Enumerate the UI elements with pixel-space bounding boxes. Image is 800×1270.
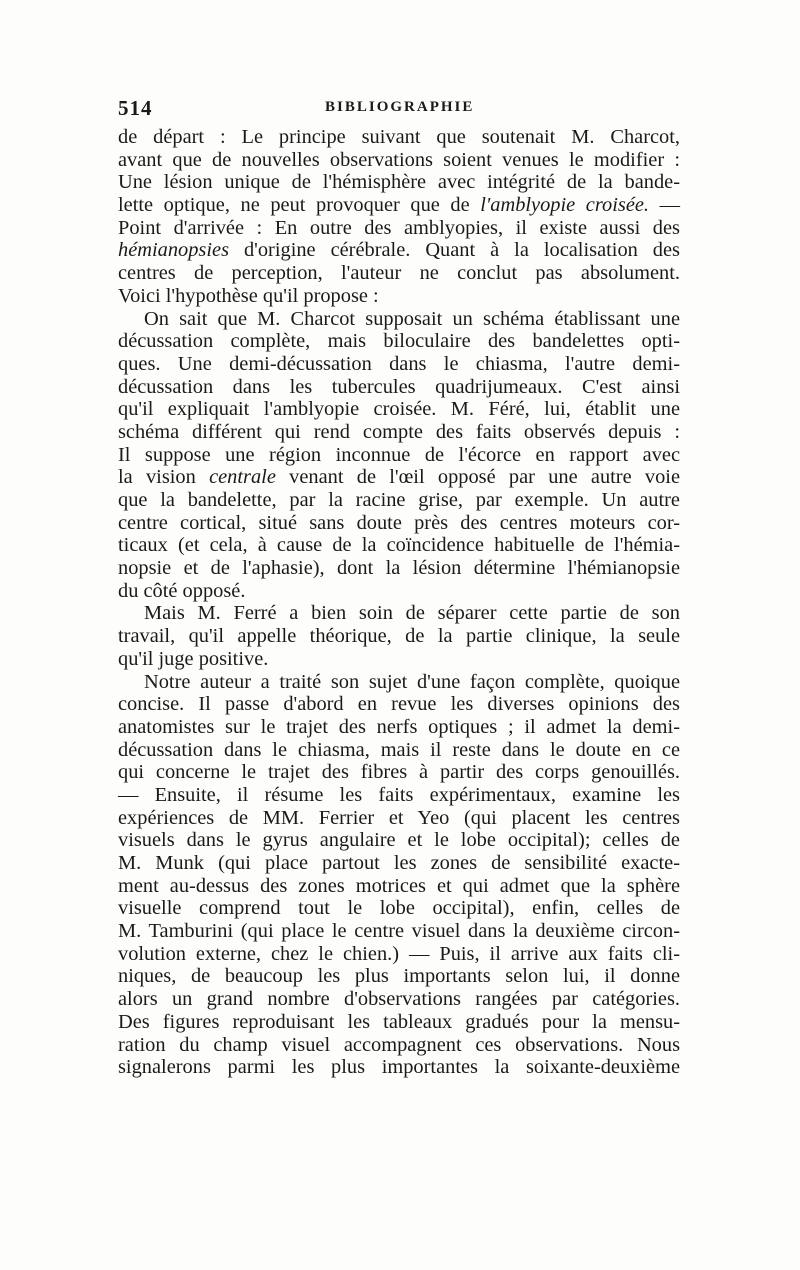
- text-line: niques, de beaucoup les plus importants selon lui, il donne: [118, 965, 680, 988]
- page-number: 514: [118, 96, 153, 120]
- running-head-title: BIBLIOGRAPHIE: [325, 99, 475, 115]
- text-line: [118, 466, 680, 489]
- text-line: — Ensuite, il résume les faits expérimentaux, examine les: [118, 783, 680, 806]
- italic-segment: hémianopsies: [118, 239, 230, 262]
- text-line: ques. Une demi-décussation dans le chiasma, l'autre demi-: [118, 352, 680, 375]
- text-line: expériences de MM. Ferrier et Yeo (qui placent les centres: [118, 806, 680, 829]
- text-line: [118, 239, 680, 262]
- text-line: Une lésion unique de l'hémisphère avec intégrité de la bande-: [118, 171, 680, 194]
- text-line: Des figures reproduisant les tableaux gradués pour la mensu-: [118, 1010, 680, 1033]
- text-line: centres de perception, l'auteur ne conclut pas absolument.: [118, 262, 680, 285]
- text-line: décussation dans les tubercules quadrijumeaux. C'est ainsi: [118, 375, 680, 398]
- text-line: de départ : Le principe suivant que soutenait M. Charcot,: [118, 126, 680, 148]
- text-segment: venant de l'œil opposé par une autre voie: [275, 466, 681, 489]
- text-segment: la vision: [118, 466, 210, 489]
- text-line: alors un grand nombre d'observations rangées par catégories.: [118, 988, 680, 1011]
- text-line: ration du champ visuel accompagnent ces observations. Nous: [118, 1033, 680, 1056]
- text-line: Notre auteur a traité son sujet d'une façon complète, quoique: [144, 670, 680, 693]
- text-line: qui concerne le trajet des fibres à partir des corps genouillés.: [118, 761, 680, 784]
- text-segment: d'origine cérébrale. Quant à la localisation des: [229, 239, 680, 262]
- text-line: schéma différent qui rend compte des faits observés depuis :: [118, 420, 680, 443]
- body-text: [118, 126, 680, 1079]
- text-line: qu'il expliquait l'amblyopie croisée. M. Féré, lui, établit une: [118, 398, 680, 421]
- text-line: centre cortical, situé sans doute près des centres moteurs cor-: [118, 511, 680, 534]
- text-line: anatomistes sur le trajet des nerfs optiques ; il admet la demi-: [118, 715, 680, 738]
- text-line: ticaux (et cela, à cause de la coïncidence habituelle de l'hémia-: [118, 534, 680, 557]
- text-line: Voici l'hypothèse qu'il propose :: [118, 284, 379, 307]
- text-line: M. Munk (qui place partout les zones de sensibilité exacte-: [118, 852, 680, 874]
- text-line: que la bandelette, par la racine grise, par exemple. Un autre: [118, 489, 680, 511]
- text-line: On sait que M. Charcot supposait un schéma établissant une: [144, 307, 680, 330]
- text-line: avant que de nouvelles observations soient venues le modifier :: [118, 148, 680, 171]
- text-line: [118, 194, 680, 217]
- text-line: M. Tamburini (qui place le centre visuel dans la deuxième circon-: [118, 920, 680, 943]
- text-segment: —: [649, 194, 680, 217]
- text-line: décussation dans le chiasma, mais il reste dans le doute en ce: [118, 738, 680, 761]
- text-line: décussation complète, mais biloculaire des bandelettes opti-: [118, 330, 680, 353]
- text-line: du côté opposé.: [118, 579, 246, 602]
- text-line: volution externe, chez le chien.) — Puis, il arrive aux faits cli-: [118, 942, 680, 965]
- text-line: Il suppose une région inconnue de l'écorce en rapport avec: [118, 443, 680, 466]
- text-segment: lette optique, ne peut provoquer que de: [118, 194, 481, 217]
- text-line: visuels dans le gyrus angulaire et le lobe occipital); celles de: [118, 829, 680, 852]
- text-line: ment au-dessus des zones motrices et qui admet que la sphère: [118, 874, 680, 897]
- text-line: concise. Il passe d'abord en revue les diverses opinions des: [118, 693, 680, 716]
- italic-segment: l'amblyopie croisée.: [480, 194, 650, 217]
- text-line: travail, qu'il appelle théorique, de la partie clinique, la seule: [118, 625, 680, 648]
- running-head: [118, 96, 680, 124]
- text-line: Point d'arrivée : En outre des amblyopies, il existe aussi des: [118, 216, 680, 239]
- text-line: signalerons parmi les plus importantes la soixante-deuxième: [118, 1056, 680, 1079]
- text-line: nopsie et de l'aphasie), dont la lésion détermine l'hémianopsie: [118, 557, 680, 580]
- text-line: Mais M. Ferré a bien soin de séparer cette partie de son: [144, 602, 680, 625]
- text-line: qu'il juge positive.: [118, 647, 269, 670]
- italic-segment: centrale: [209, 466, 276, 489]
- text-line: visuelle comprend tout le lobe occipital), enfin, celles de: [118, 897, 680, 920]
